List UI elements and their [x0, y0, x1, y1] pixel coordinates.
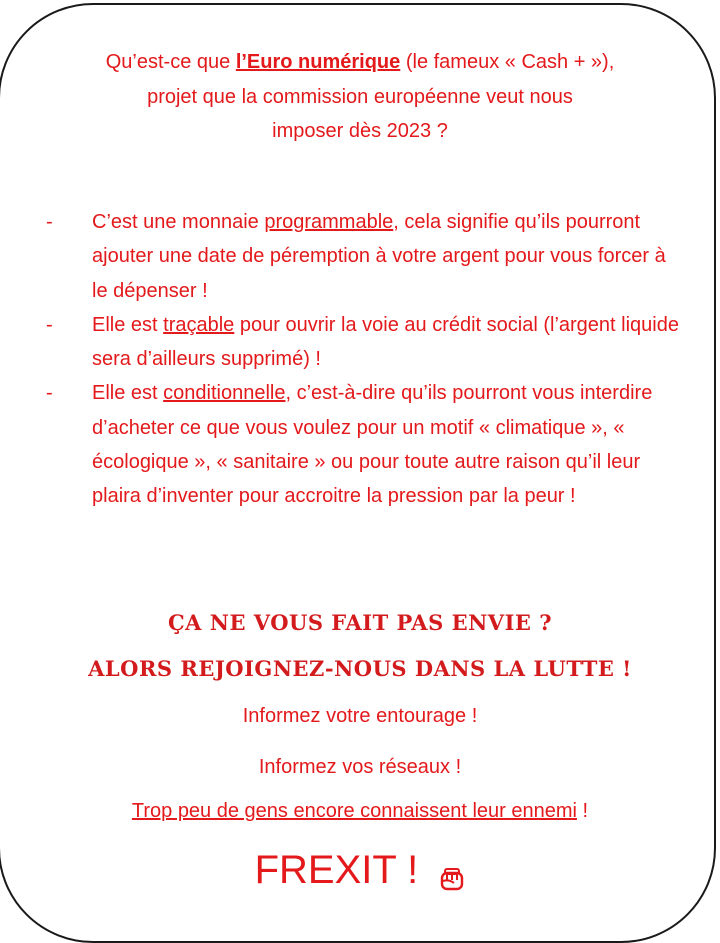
argument-text-before: Elle est [92, 313, 164, 336]
argument-text-before: C’est une monnaie [92, 211, 265, 233]
argument-list [46, 205, 686, 514]
bullet-dash: - [46, 382, 53, 405]
bullet-dash: - [46, 313, 53, 336]
call-inform-circle: Informez votre entourage ! [242, 705, 478, 727]
argument-text-after: pour ouvrir la voie au crédit social (l’argent liquide sera d’ailleurs supprimé) ! [92, 313, 679, 371]
intro-question [40, 45, 680, 149]
frexit-text: FREXIT ! [254, 848, 419, 892]
slogan-envie: ÇA NE VOUS FAIT PAS ENVIE ? [167, 610, 553, 635]
few-people-underlined: Trop peu de gens encore connaissent leur ennemi [131, 800, 577, 822]
argument-text-after: , cela signifie qu’ils pourront ajouter une date de péremption à votre argent pour vous forcer à le dépenser ! [92, 211, 666, 302]
argument-text-after: , c’est-à-dire qu’ils pourront vous interdire d’acheter ce que vous voulez pour un motif « climatique », « écologique », « sanitaire » ou pour toute autre raison qu’il leur plaira d’inventer pour accroitre la pression par la peur ! [92, 382, 653, 508]
bullet-dash: - [46, 211, 53, 233]
slogan-rejoignez: ALORS REJOIGNEZ-NOUS DANS LA LUTTE ! [88, 656, 632, 681]
argument-item-conditionnelle [46, 376, 686, 513]
argument-item-tracable [46, 308, 686, 377]
call-few-people [0, 800, 720, 823]
intro-part2: (le fameux « Cash + »), [400, 51, 615, 73]
euro-numerique-term: l’Euro numérique [235, 51, 401, 73]
raised-fist-icon [439, 857, 465, 883]
keyword-conditionnelle: conditionnelle [163, 382, 286, 405]
intro-line3: imposer dès 2023 ? [272, 120, 448, 142]
few-people-tail: ! [576, 800, 589, 822]
frexit-title [0, 848, 720, 893]
intro-line2: projet que la commission européenne veut nous [147, 85, 573, 108]
keyword-tracable: traçable [163, 313, 235, 336]
argument-item-programmable [46, 205, 686, 308]
argument-text-before: Elle est [92, 382, 164, 405]
keyword-programmable: programmable [264, 211, 394, 233]
call-inform-networks: Informez vos réseaux ! [258, 756, 462, 778]
intro-part1: Qu’est-ce que [105, 51, 236, 73]
